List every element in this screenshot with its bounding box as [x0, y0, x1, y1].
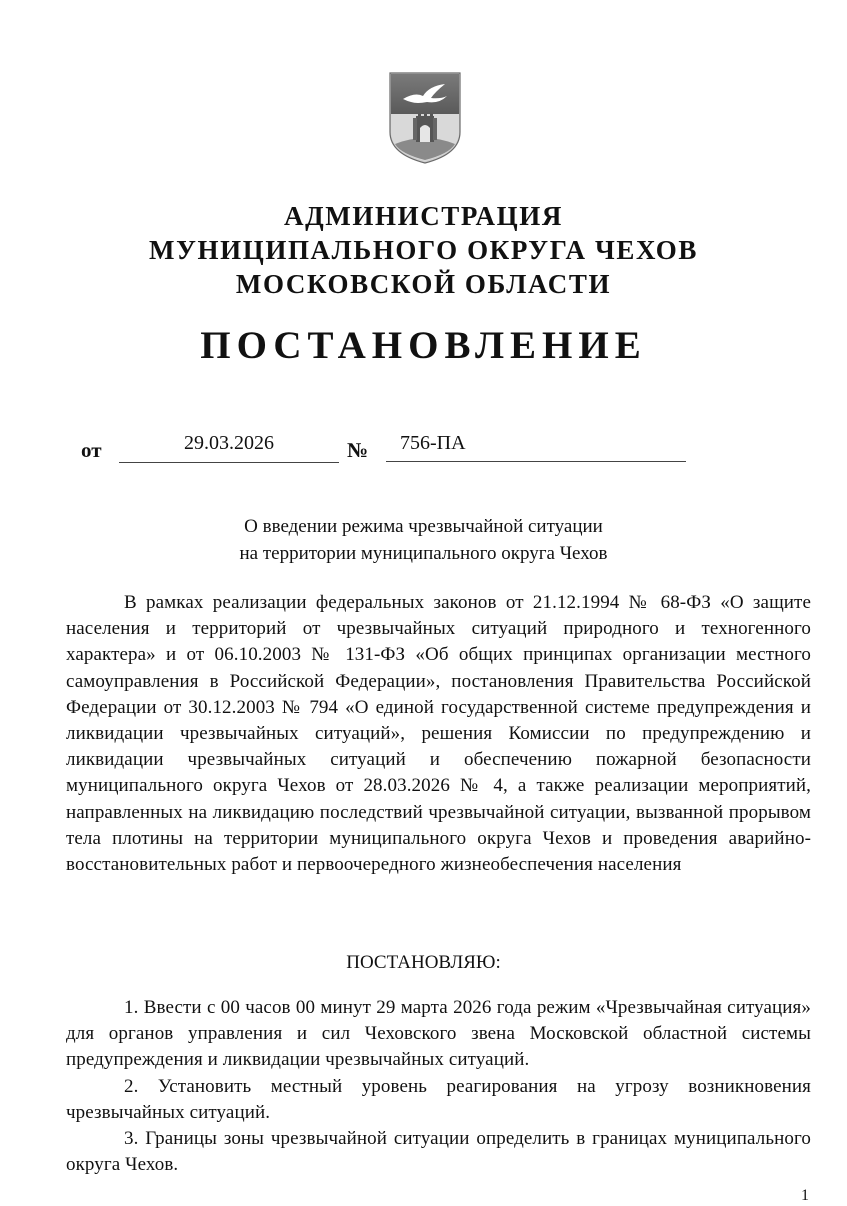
date-label: от [81, 438, 102, 462]
subject-line2: на территории муниципального округа Чехов [239, 543, 608, 564]
org-name-line1: АДМИНИСТРАЦИЯ [284, 201, 563, 231]
decree-item-3: 3. Границы зоны чрезвычайной ситуации определить в границах муниципального округа Чехов. [66, 1128, 811, 1176]
coat-of-arms-icon [389, 72, 461, 164]
document-subject [0, 513, 847, 567]
decree-item-1: 1. Ввести с 00 часов 00 минут 29 марта 2026 года режим «Чрезвычайная ситуация» для органов управления и сил Чеховского звена Московской областной системы предупреждения и ликвидации чрезвычайных ситуаций. [66, 997, 811, 1071]
org-name-line2: МУНИЦИПАЛЬНОГО ОКРУГА ЧЕХОВ [149, 235, 698, 265]
decree-heading: ПОСТАНОВЛЯЮ: [346, 952, 501, 973]
page-number: 1 [801, 1187, 809, 1204]
preamble-paragraph: В рамках реализации федеральных законов от 21.12.1994 № 68-ФЗ «О защите населения и территорий от чрезвычайных ситуаций природного и техногенного характера» и от 06.10.2003 № 131-ФЗ «Об общих принципах организации местного самоуправления в Российской Федерации», постановления Правительства Российской Федерации от 30.12.2003 № 794 «О единой государственной системе предупреждения и ликвидации чрезвычайных ситуаций», решения Комиссии по предупреждению и ликвидации чрезвычайных ситуаций и обеспечению пожарной безопасности муниципального округа Чехов от 28.03.2026 № 4, а также реализации мероприятий, направленных на ликвидацию последствий чрезвычайной ситуации, вызванной прорывом тела плотины на территории муниципального округа Чехов и проведения аварийно-восстановительных работ и первоочередного жизнеобеспечения населения [66, 592, 811, 876]
document-date: 29.03.2026 [119, 428, 339, 463]
number-label: № [347, 438, 369, 462]
decree-items [66, 995, 811, 1178]
document-type-title: ПОСТАНОВЛЕНИЕ [200, 324, 647, 367]
org-name-line3: МОСКОВСКОЙ ОБЛАСТИ [235, 269, 612, 299]
document-number: 756-ПА [386, 428, 686, 462]
subject-line1: О введении режима чрезвычайной ситуации [244, 516, 603, 537]
decree-item-2: 2. Установить местный уровень реагирования на угрозу возникновения чрезвычайных ситуаций. [66, 1075, 811, 1123]
